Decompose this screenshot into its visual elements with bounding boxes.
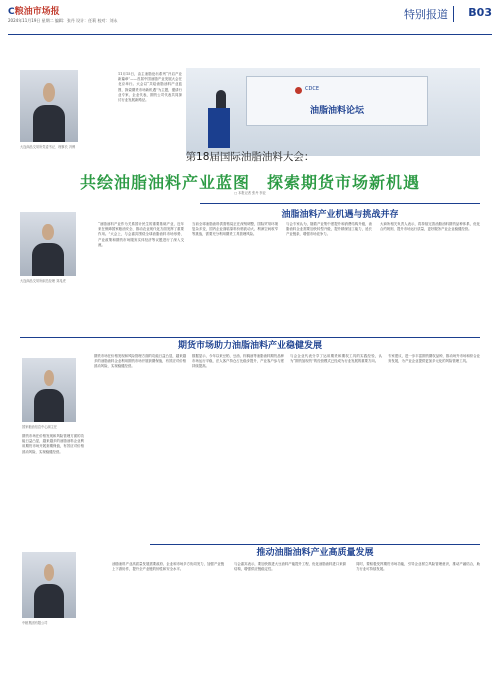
podium xyxy=(208,108,230,148)
section-column: 油脂油料产业高质量发展需要政府、企业和市场多方协同发力，加强产业链上下游协作，提升全产业链的韧性和安全水平。 xyxy=(112,562,224,572)
exchange-logo-icon xyxy=(295,87,302,94)
section-title: 期货市场助力油脂油料产业稳健发展 xyxy=(177,341,322,351)
byline: □ 本报记者 张丹 李亚 xyxy=(234,191,266,195)
headline-title: 第18届国际油脂油料大会： xyxy=(185,151,315,163)
section-column: 与会企业代表分享了运用期货和期权工具的实践经验，认为“期货加现货”的经营模式已经成为行业发展的重要方向。 xyxy=(290,354,382,364)
section-column: “油脂油料产业作为关系国计民生的重要基础产业，近年来在保障国家粮油安全、推动农业现代化方面发挥了重要作用。”大会上，与会嘉宾围绕全球油脂油料市场形势、产业政策和期货市场服务实体经济等议题进行了深入交流。 xyxy=(98,222,184,247)
intro-photo-caption: 大连商品交易所党委书记、理事长 冯博 xyxy=(20,145,76,149)
section-title: 油脂油料产业机遇与挑战并存 xyxy=(281,210,399,220)
divider xyxy=(453,6,454,22)
section-column: 同时，要积极发挥期货市场功能，引导企业树立风险管理意识，推动产融结合，助力行业可持续发展。 xyxy=(356,562,480,572)
section-column: 当前全球油脂油料供需格局正在深刻调整，国际贸易环境复杂多变，国内企业面临原料价格波动大、利润空间收窄等挑战，需要充分利用期货工具管理风险。 xyxy=(192,222,278,237)
conference-stage-photo xyxy=(186,68,480,156)
page-number: B03 xyxy=(468,6,492,19)
section-portrait-photo xyxy=(22,552,76,618)
masthead xyxy=(8,4,492,35)
section-column: 大商所相关负责人表示，将持续完善油脂油料期货品种体系，优化合约规则，提升市场运行质量，更好服务产业企业稳健经营。 xyxy=(380,222,480,232)
section-column: 期货市场在价格发现和风险管理方面的功能日益凸显，越来越多的油脂油料企业利用期货市场开展套期保值，有效应对价格波动风险，实现稳健经营。 xyxy=(22,434,84,454)
section-photo-caption: 大连商品交易所副总经理 刘兆虎 xyxy=(20,279,66,283)
newspaper-logo: C粮油市场报 xyxy=(8,7,60,17)
stage-title: 油脂油料论坛 xyxy=(309,106,364,116)
section-rule xyxy=(200,203,480,204)
stage-screen xyxy=(246,76,428,126)
section-title: 推动油脂油料产业高质量发展 xyxy=(256,548,374,558)
headline-subtitle: 共绘油脂油料产业蓝图 探索期货市场新机遇 xyxy=(79,173,420,192)
section-column: 期货市场在价格发现和风险管理方面的功能日益凸显，越来越多的油脂油料企业利用期货市场开展套期保值，有效应对价格波动风险，实现稳健经营。 xyxy=(94,354,186,369)
issue-meta: 2024年11月19日 星期二 编辑：张丹 设计：任莉 校对：刘永 xyxy=(8,18,118,23)
intro-paragraph: 11月15日，由主油脂论坛系列“开启产业新篇章”——首届中国油脂产业发展大会在北京举行。大会以“共绘油脂油料产业蓝图，探索期货市场新机遇”为主题，邀请行业专家、企业代表、期货公司代表共同探讨行业发展新路径。 xyxy=(118,72,182,103)
speaker-figure xyxy=(216,90,226,108)
section-column: 专家建议，进一步丰富期货期权品种，推动场外市场和综合业务发展，为产业企业提供更加多元化的风险管理工具。 xyxy=(388,354,480,364)
section-photo-caption: 国家粮油信息中心副主任 xyxy=(22,425,58,429)
section-portrait-photo xyxy=(20,212,76,276)
section-photo-caption: 中粮集团有限公司 xyxy=(22,621,48,625)
intro-portrait-photo xyxy=(20,70,78,142)
section-column: 与会嘉宾表示，要加快推进大豆油料产能提升工程，优化油脂油料进口来源结构，增强供应链稳定性。 xyxy=(234,562,346,572)
section-column: 数据显示，今年以来豆粕、豆油、棕榈油等油脂油料期货品种市场运行平稳，法人客户持仓占比稳步提升，产业客户参与度持续提高。 xyxy=(192,354,284,369)
stage-logo: CDCE xyxy=(305,86,319,92)
section-column: 与会专家认为，随着产业集中度提升和消费结构升级，油脂油料企业需要加快转型升级，提升精深加工能力，延长产业链条，增强市场竞争力。 xyxy=(286,222,372,237)
section-portrait-photo xyxy=(22,358,76,422)
section-label: 特别报道 xyxy=(404,8,448,21)
